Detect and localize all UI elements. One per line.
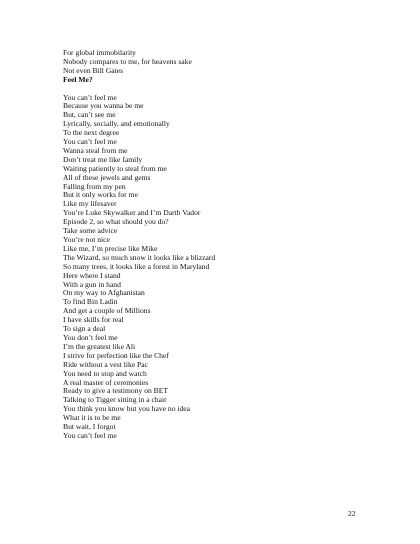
page-number: 22 — [348, 509, 356, 518]
intro-line: Nobody compares to me, for heavens sake — [63, 56, 192, 66]
poem-line: Waiting patiently to steal from me — [63, 163, 167, 173]
poem-line: You’re not nice — [63, 235, 110, 245]
poem-text-block — [63, 49, 383, 441]
poem-line: Wanna steal from me — [63, 145, 128, 155]
poem-line: You can’t feel me — [63, 137, 117, 147]
poem-line: You don’t feel me — [63, 332, 118, 342]
poem-line: Take some advice — [63, 226, 118, 236]
intro-line: For global immobilarity — [63, 48, 136, 57]
intro-line: Not even Bill Gates — [63, 65, 124, 75]
poem-line: All of these jewels and gems — [63, 172, 151, 182]
poem-line: Ready to give a testimony on BET — [63, 386, 169, 396]
poem-line: On my way to Afghanistan — [63, 288, 145, 298]
poem-line: Talking to Tigger sitting in a chair — [63, 395, 167, 405]
poem-line: What it is to be me — [63, 413, 121, 423]
poem-line: Lyrically, socially, and emotionally — [63, 119, 170, 129]
poem-line: To find Bin Ladin — [63, 297, 118, 307]
poem-title: Feel Me? — [63, 74, 93, 84]
poem-line: So many trees, it looks like a forest in Maryland — [63, 261, 210, 271]
poem-line: You’re Luke Skywalker and I’m Darth Vador — [63, 208, 201, 218]
poem-line: With a gun in hand — [63, 279, 121, 289]
poem-line: But it only works for me — [63, 190, 138, 200]
poem-line: Don’t treat me like family — [63, 154, 143, 164]
poem-line: You think you know but you have no idea — [63, 404, 191, 414]
poem-line: But wait, I forgot — [63, 422, 116, 432]
poem-lines — [63, 94, 383, 441]
poem-line: Like my lifesaver — [63, 199, 117, 209]
poem-line: Because you wanna be me — [63, 101, 144, 111]
poem-line: The Wizard, so much snow it looks like a blizzard — [63, 252, 216, 262]
poem-line: Episode 2, so what should you do? — [63, 217, 169, 227]
poem-line: I strive for perfection like the Chef — [63, 350, 169, 360]
poem-line: But, can’t see me — [63, 110, 116, 120]
poem-line: You can’t feel me — [63, 92, 117, 102]
poem-line: To the next degree — [63, 128, 120, 138]
poem-line: And get a couple of Millions — [63, 306, 151, 316]
poem-line: Falling from my pen — [63, 181, 126, 191]
poem-line: Ride without a vest like Pac — [63, 359, 148, 369]
poem-line: I’m the greatest like Ali — [63, 341, 136, 351]
poem-line: A real master of ceremonies — [63, 377, 149, 387]
poem-line: Like me, I’m precise like Mike — [63, 243, 158, 253]
poem-line: You can’t feel me — [63, 430, 117, 440]
poem-line: I have skills for real — [63, 315, 124, 325]
intro-lines — [63, 49, 383, 76]
poem-line: To sign a deal — [63, 324, 106, 334]
poem-line: You need to stop and watch — [63, 368, 147, 378]
poem-line: Here where I stand — [63, 270, 121, 280]
